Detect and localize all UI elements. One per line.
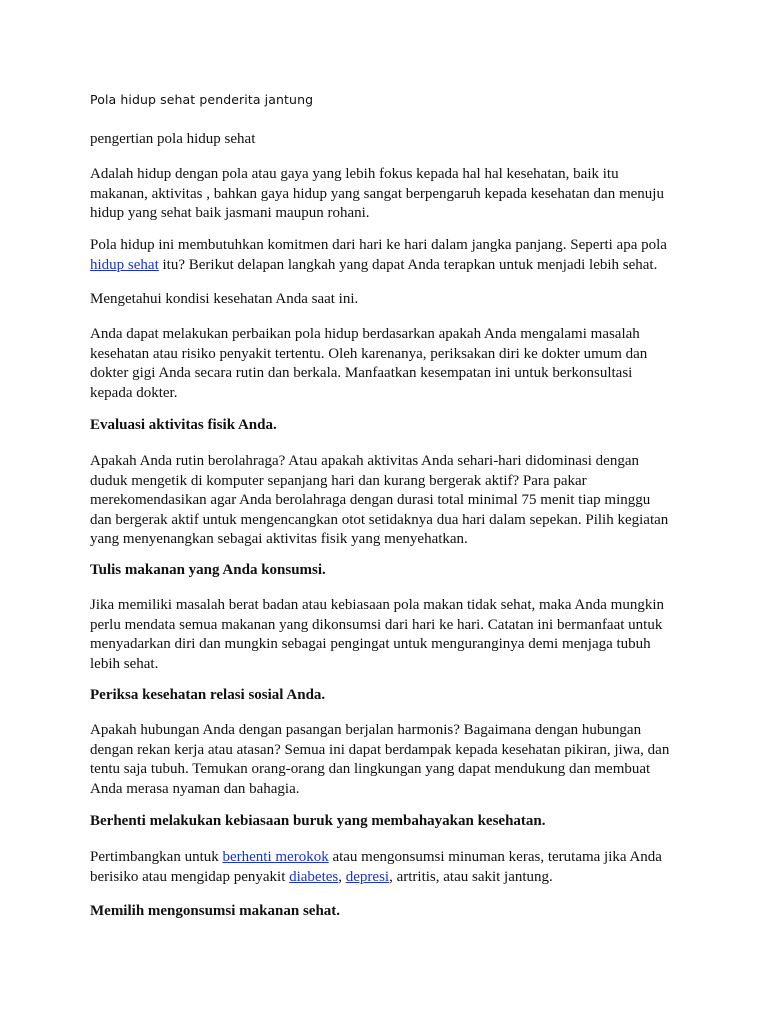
paragraph-line: kepada dokter. — [90, 384, 178, 401]
subtitle-text: pengertian pola hidup sehat — [90, 131, 256, 147]
paragraph-line: kesehatan atau risiko penyakit tertentu. Oleh karenanya, periksakan diri ke dokter umum dan — [90, 345, 648, 362]
paragraph-food-log — [90, 596, 690, 674]
paragraph-line: tentu saja tubuh. Temukan orang-orang dan lingkungan yang dapat mendukung dan membuat — [90, 761, 651, 777]
paragraph-line — [90, 256, 690, 276]
subtitle — [90, 130, 690, 150]
paragraph-line: Anda dapat melakukan perbaikan pola hidup berdasarkan apakah Anda mengalami masalah — [90, 326, 640, 342]
heading-text: Evaluasi aktivitas fisik Anda. — [90, 417, 277, 433]
paragraph-text: atau mengonsumsi minuman keras, terutama jika Anda — [328, 849, 662, 865]
paragraph-definition — [90, 165, 690, 224]
paragraph-line: perlu mendata semua makanan yang dikonsumsi dari hari ke hari. Catatan ini bermanfaat untuk — [90, 616, 663, 633]
paragraph-line: dengan rekan kerja atau atasan? Semua ini dapat berdampak kepada kesehatan pikiran, jiwa, dan — [90, 741, 670, 758]
paragraph-line: Anda merasa nyaman dan bahagia. — [90, 780, 300, 797]
paragraph-know-condition — [90, 290, 690, 310]
paragraph-line: lebih sehat. — [90, 655, 159, 672]
paragraph-exercise — [90, 452, 690, 550]
paragraph-text: Pertimbangkan untuk — [90, 849, 223, 865]
heading-social-relations — [90, 686, 690, 706]
paragraph-text: , artritis, atau sakit jantung. — [389, 868, 553, 885]
heading-food-log — [90, 561, 690, 581]
paragraph-line: Mengetahui kondisi kesehatan Anda saat ini. — [90, 291, 359, 307]
paragraph-line: hidup yang sehat baik jasmani maupun rohani. — [90, 205, 370, 221]
link-hidup-sehat[interactable]: hidup sehat — [90, 256, 159, 273]
paragraph-line: Jika memiliki masalah berat badan atau kebiasaan pola makan tidak sehat, maka Anda mungkin — [90, 597, 664, 613]
paragraph-line: merekomendasikan agar Anda berolahraga dengan durasi total minimal 75 menit tiap minggu — [90, 492, 651, 508]
paragraph-text: , — [338, 868, 346, 885]
paragraph-line: yang menyenangkan sebagai aktivitas fisik yang menyehatkan. — [90, 531, 468, 547]
document-title: Pola hidup sehat penderita jantung — [90, 92, 314, 107]
paragraph-line: menyadarkan diri dan mungkin sebagai pengingat untuk menguranginya demi menjaga tubuh — [90, 636, 651, 652]
paragraph-checkup — [90, 325, 690, 403]
heading-text: Periksa kesehatan relasi sosial Anda. — [90, 687, 326, 703]
heading-text: Tulis makanan yang Anda konsumsi. — [90, 562, 326, 578]
link-depresi[interactable]: depresi — [345, 868, 390, 885]
paragraph-line: Pola hidup ini membutuhkan komitmen dari hari ke hari dalam jangka panjang. Seperti apa pola — [90, 237, 667, 253]
paragraph-commitment — [90, 236, 690, 275]
heading-physical-activity — [90, 416, 690, 436]
paragraph-line: Apakah Anda rutin berolahraga? Atau apakah aktivitas Anda sehari-hari didominasi dengan — [90, 453, 639, 469]
paragraph-line-rest: itu? Berikut delapan langkah yang dapat Anda terapkan untuk menjadi lebih sehat. — [158, 256, 658, 273]
paragraph-line: Adalah hidup dengan pola atau gaya yang lebih fokus kepada hal hal kesehatan, baik itu — [90, 166, 619, 182]
paragraph-line: duduk mengetik di komputer sepanjang hari dan kurang bergerak aktif? Para pakar — [90, 472, 587, 489]
heading-healthy-food — [90, 902, 690, 922]
heading-text: Berhenti melakukan kebiasaan buruk yang membahayakan kesehatan. — [90, 813, 546, 829]
link-diabetes[interactable]: diabetes — [289, 868, 339, 885]
paragraph-line: dan bergerak aktif untuk mengencangkan otot setidaknya dua hari dalam sepekan. Pilih kegiatan — [90, 511, 669, 528]
paragraph-text: berisiko atau mengidap penyakit — [90, 868, 290, 885]
link-berhenti-merokok[interactable]: berhenti merokok — [222, 849, 329, 865]
paragraph-line: Apakah hubungan Anda dengan pasangan berjalan harmonis? Bagaimana dengan hubungan — [90, 722, 642, 738]
heading-text: Memilih mengonsumsi makanan sehat. — [90, 903, 341, 919]
paragraph-line: makanan, aktivitas , bahkan gaya hidup yang sangat berpengaruh kepada kesehatan dan menuju — [90, 185, 664, 202]
heading-bad-habits — [90, 812, 690, 832]
paragraph-line — [90, 868, 690, 888]
paragraph-social — [90, 721, 690, 799]
paragraph-line — [90, 848, 690, 868]
paragraph-line: dokter gigi Anda secara rutin dan berkala. Manfaatkan kesempatan ini untuk berkonsultasi — [90, 365, 633, 381]
paragraph-bad-habits — [90, 848, 690, 887]
